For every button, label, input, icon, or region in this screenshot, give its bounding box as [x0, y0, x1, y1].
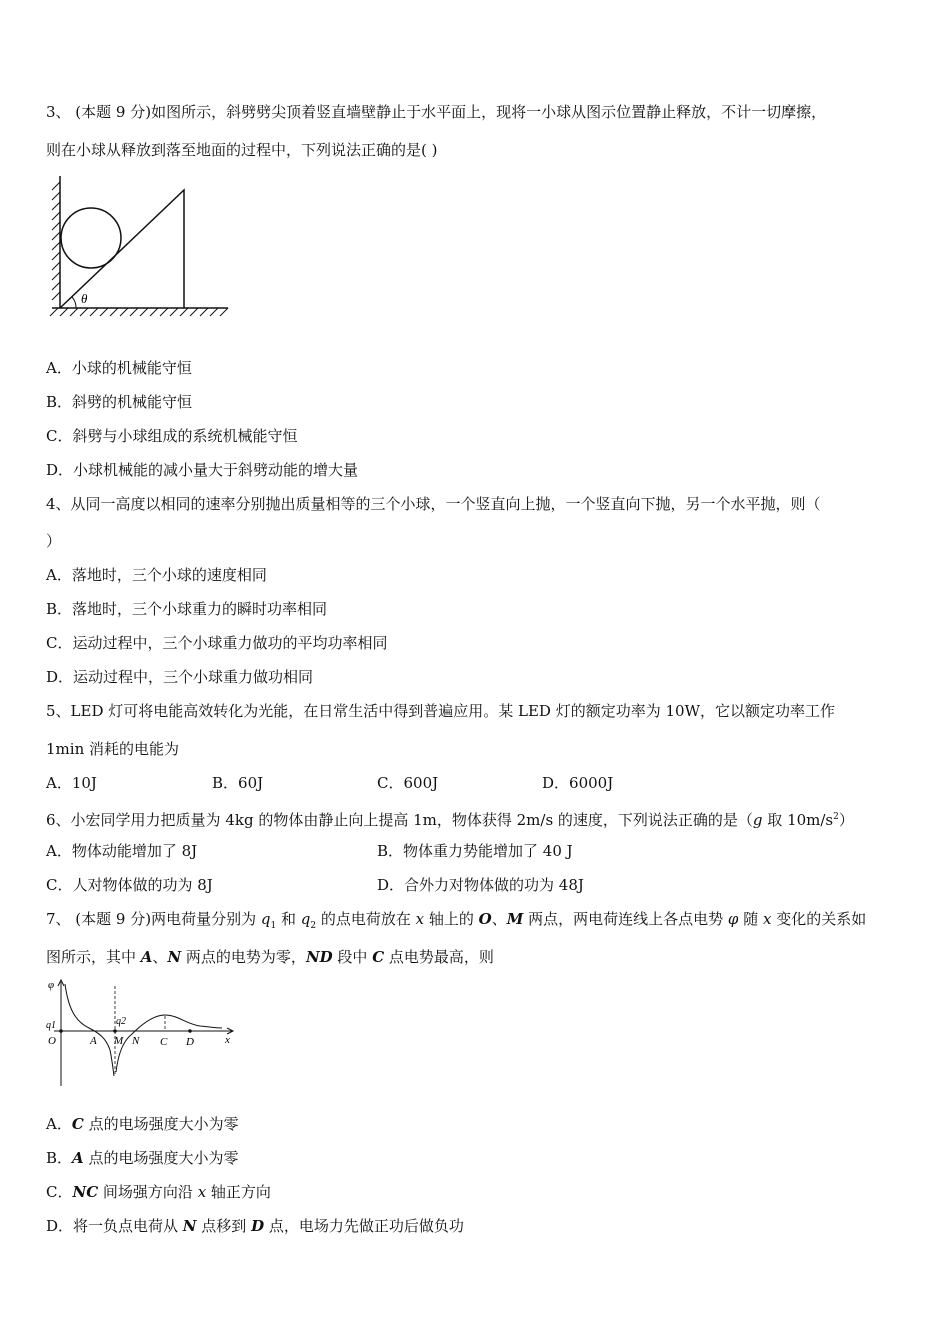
q3-option-c: C．斜劈与小球组成的系统机械能守恒 — [46, 427, 298, 445]
q5-option-d: D．6000J — [542, 774, 614, 792]
q3-figure-incline — [46, 172, 236, 322]
q4-option-d: D．运动过程中，三个小球重力做功相同 — [46, 668, 314, 686]
q7-fig-M-label: M — [114, 1035, 124, 1047]
q4-option-a: A．落地时，三个小球的速度相同 — [46, 566, 267, 584]
q7-option-a: A．C 点的电场强度大小为零 — [46, 1115, 239, 1133]
q7-option-c: C．NC 间场强方向沿 x 轴正方向 — [46, 1183, 271, 1201]
q7-option-d: D．将一负点电荷从 N 点移到 D 点，电场力先做正功后做负功 — [46, 1217, 464, 1235]
q7-fig-y-label: φ — [48, 979, 55, 991]
q3-option-b: B．斜劈的机械能守恒 — [46, 393, 193, 411]
q4-stem-line1: 4、从同一高度以相同的速率分别抛出质量相等的三个小球，一个竖直向上抛，一个竖直向下抛，另一个水平抛，则（ — [46, 495, 821, 513]
q3-option-d: D．小球机械能的减小量大于斜劈动能的增大量 — [46, 461, 359, 479]
q6-option-c: C．人对物体做的功为 8J — [46, 876, 213, 894]
q7-stem-line1: 7、 (本题 9 分)两电荷量分别为 $q_1$ 和 $q_2$ 的点电荷放在 x 轴上的 O、M 两点，两电荷连线上各点电势 φ 随 x 变化的关系如 — [46, 910, 867, 931]
q7-option-b: B．A 点的电场强度大小为零 — [46, 1149, 239, 1167]
q6-option-a: A．物体动能增加了 8J — [46, 842, 198, 860]
q6-stem: 6、小宏同学用力把质量为 4kg 的物体由静止向上提高 1m，物体获得 2m/s 的速度，下列说法正确的是（g 取 $10m/s^2$） — [46, 811, 854, 829]
q5-stem-line2: 1min 消耗的电能为 — [46, 740, 179, 758]
q5-stem-line1: 5、LED 灯可将电能高效转化为光能，在日常生活中得到普遍应用。某 LED 灯的额定功率为 10W，它以额定功率工作 — [46, 702, 835, 720]
q7-fig-D-label: D — [186, 1036, 194, 1048]
q7-fig-O-label: O — [48, 1035, 56, 1047]
q7-fig-q1-label: q1 — [46, 1020, 56, 1031]
q3-stem-line2: 则在小球从释放到落至地面的过程中，下列说法正确的是( ) — [46, 141, 438, 159]
q3-angle-label: θ — [81, 291, 88, 306]
q3-stem-line1: 3、 (本题 9 分)如图所示，斜劈劈尖顶着竖直墙壁静止于水平面上，现将一小球从图示位置静止释放，不计一切摩擦， — [46, 103, 827, 121]
q7-stem-line2: 图所示，其中 A、N 两点的电势为零，ND 段中 C 点电势最高，则 — [46, 948, 494, 966]
q7-fig-A-label: A — [90, 1035, 97, 1047]
q7-fig-q2-label: q2 — [116, 1016, 126, 1027]
q4-option-c: C．运动过程中，三个小球重力做功的平均功率相同 — [46, 634, 388, 652]
q5-option-c: C．600J — [377, 774, 439, 792]
q5-option-b: B．60J — [212, 774, 264, 792]
q4-stem-line2: ） — [46, 532, 62, 550]
q5-option-a: A．10J — [46, 774, 97, 792]
q7-fig-N-label: N — [132, 1035, 140, 1047]
q7-fig-C-label: C — [160, 1036, 168, 1048]
q4-option-b: B．落地时，三个小球重力的瞬时功率相同 — [46, 600, 328, 618]
q7-figure-potential-graph — [44, 976, 240, 1088]
q7-fig-x-label: x — [225, 1034, 230, 1046]
q3-option-a: A．小球的机械能守恒 — [46, 359, 192, 377]
q6-option-b: B．物体重力势能增加了 40 J — [377, 842, 573, 860]
q6-option-d: D．合外力对物体做的功为 48J — [377, 876, 584, 894]
